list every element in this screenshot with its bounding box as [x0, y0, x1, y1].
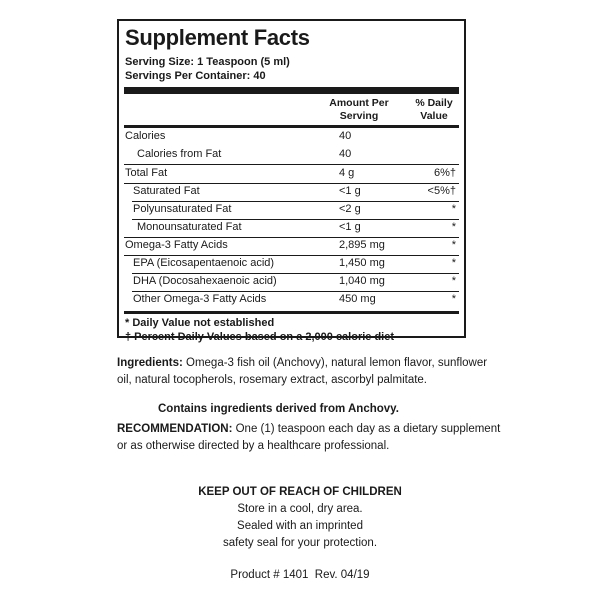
- nutrient-amount: <1 g: [339, 185, 361, 197]
- nutrient-name: Saturated Fat: [133, 185, 200, 197]
- nutrient-dv: <5%†: [427, 185, 456, 197]
- warning-line3: safety seal for your protection.: [222, 537, 378, 549]
- nutrient-dv: *: [451, 221, 456, 233]
- warning-line2: Sealed with an imprinted: [237, 520, 363, 532]
- recommendation-line2: or as otherwise directed by a healthcare professional.: [117, 440, 390, 452]
- footnote-daily-value: * Daily Value not established: [125, 317, 275, 329]
- warning-title: KEEP OUT OF REACH OF CHILDREN: [198, 486, 402, 498]
- allergen-statement: Contains ingredients derived from Anchovy.: [158, 403, 399, 415]
- nutrient-amount: 450 mg: [339, 293, 376, 305]
- thick-rule-bottom: [124, 311, 459, 314]
- table-row: [132, 291, 459, 309]
- nutrient-dv: *: [451, 293, 456, 305]
- table-row: [132, 273, 459, 292]
- nutrient-dv: *: [451, 257, 456, 269]
- recommendation-label: RECOMMENDATION:: [117, 423, 233, 435]
- nutrient-name: EPA (Eicosapentaenoic acid): [133, 257, 275, 269]
- serving-size: Serving Size: 1 Teaspoon (5 ml): [125, 56, 290, 68]
- table-row: [132, 255, 459, 274]
- nutrient-name: Calories: [125, 130, 166, 142]
- nutrient-amount: 2,895 mg: [339, 239, 385, 251]
- column-header-amount-line1: Amount Per: [329, 97, 389, 109]
- nutrient-name: Other Omega-3 Fatty Acids: [133, 293, 267, 305]
- table-row: [132, 201, 459, 220]
- nutrient-dv: *: [451, 203, 456, 215]
- footnote-percent-dv: † Percent Daily Values based on a 2,000 calorie diet: [125, 331, 395, 343]
- nutrient-dv: *: [451, 239, 456, 251]
- nutrient-amount: 40: [339, 148, 352, 160]
- nutrient-name: Monounsaturated Fat: [137, 221, 242, 233]
- nutrient-name: Calories from Fat: [137, 148, 222, 160]
- servings-per-container: Servings Per Container: 40: [125, 70, 266, 82]
- ingredients-label: Ingredients:: [117, 357, 183, 369]
- nutrient-name: DHA (Docosahexaenoic acid): [133, 275, 277, 287]
- nutrient-amount: 4 g: [339, 167, 355, 179]
- column-header-dv: [407, 97, 461, 122]
- nutrient-amount: <2 g: [339, 203, 361, 215]
- ingredients-line2: oil, natural tocopherols, rosemary extract, ascorbyl palmitate.: [117, 374, 427, 386]
- table-row: [124, 128, 459, 146]
- ingredients-line1: Omega-3 fish oil (Anchovy), natural lemon flavor, sunflower: [182, 357, 488, 369]
- nutrient-dv: *: [451, 275, 456, 287]
- nutrient-amount: <1 g: [339, 221, 361, 233]
- column-header-amount: [324, 97, 394, 122]
- nutrient-name: Omega-3 Fatty Acids: [125, 239, 228, 251]
- warning-block: [0, 484, 600, 552]
- supplement-facts-panel: [117, 19, 466, 343]
- recommendation-block: [117, 421, 500, 455]
- thick-rule-top: [124, 87, 459, 94]
- nutrient-amount: 1,450 mg: [339, 257, 385, 269]
- column-header-amount-line2: Serving: [339, 109, 379, 122]
- table-row: [124, 165, 459, 184]
- recommendation-line1: One (1) teaspoon each day as a dietary supplement: [232, 423, 501, 435]
- table-row: [124, 237, 459, 256]
- nutrient-dv: 6%†: [433, 167, 456, 179]
- table-row: [124, 146, 459, 165]
- table-row: [132, 183, 459, 202]
- panel-title: Supplement Facts: [125, 25, 310, 50]
- warning-line1: Store in a cool, dry area.: [237, 503, 363, 515]
- nutrient-amount: 1,040 mg: [339, 275, 385, 287]
- column-header-dv-line2: Value: [420, 109, 448, 122]
- nutrient-name: Total Fat: [125, 167, 168, 179]
- table-row: [124, 219, 459, 238]
- product-number: Product # 1401 Rev. 04/19: [230, 569, 370, 581]
- nutrient-amount: 40: [339, 130, 352, 142]
- nutrient-name: Polyunsaturated Fat: [133, 203, 232, 215]
- column-header-dv-line1: % Daily: [415, 97, 453, 109]
- ingredients-block: [117, 355, 487, 389]
